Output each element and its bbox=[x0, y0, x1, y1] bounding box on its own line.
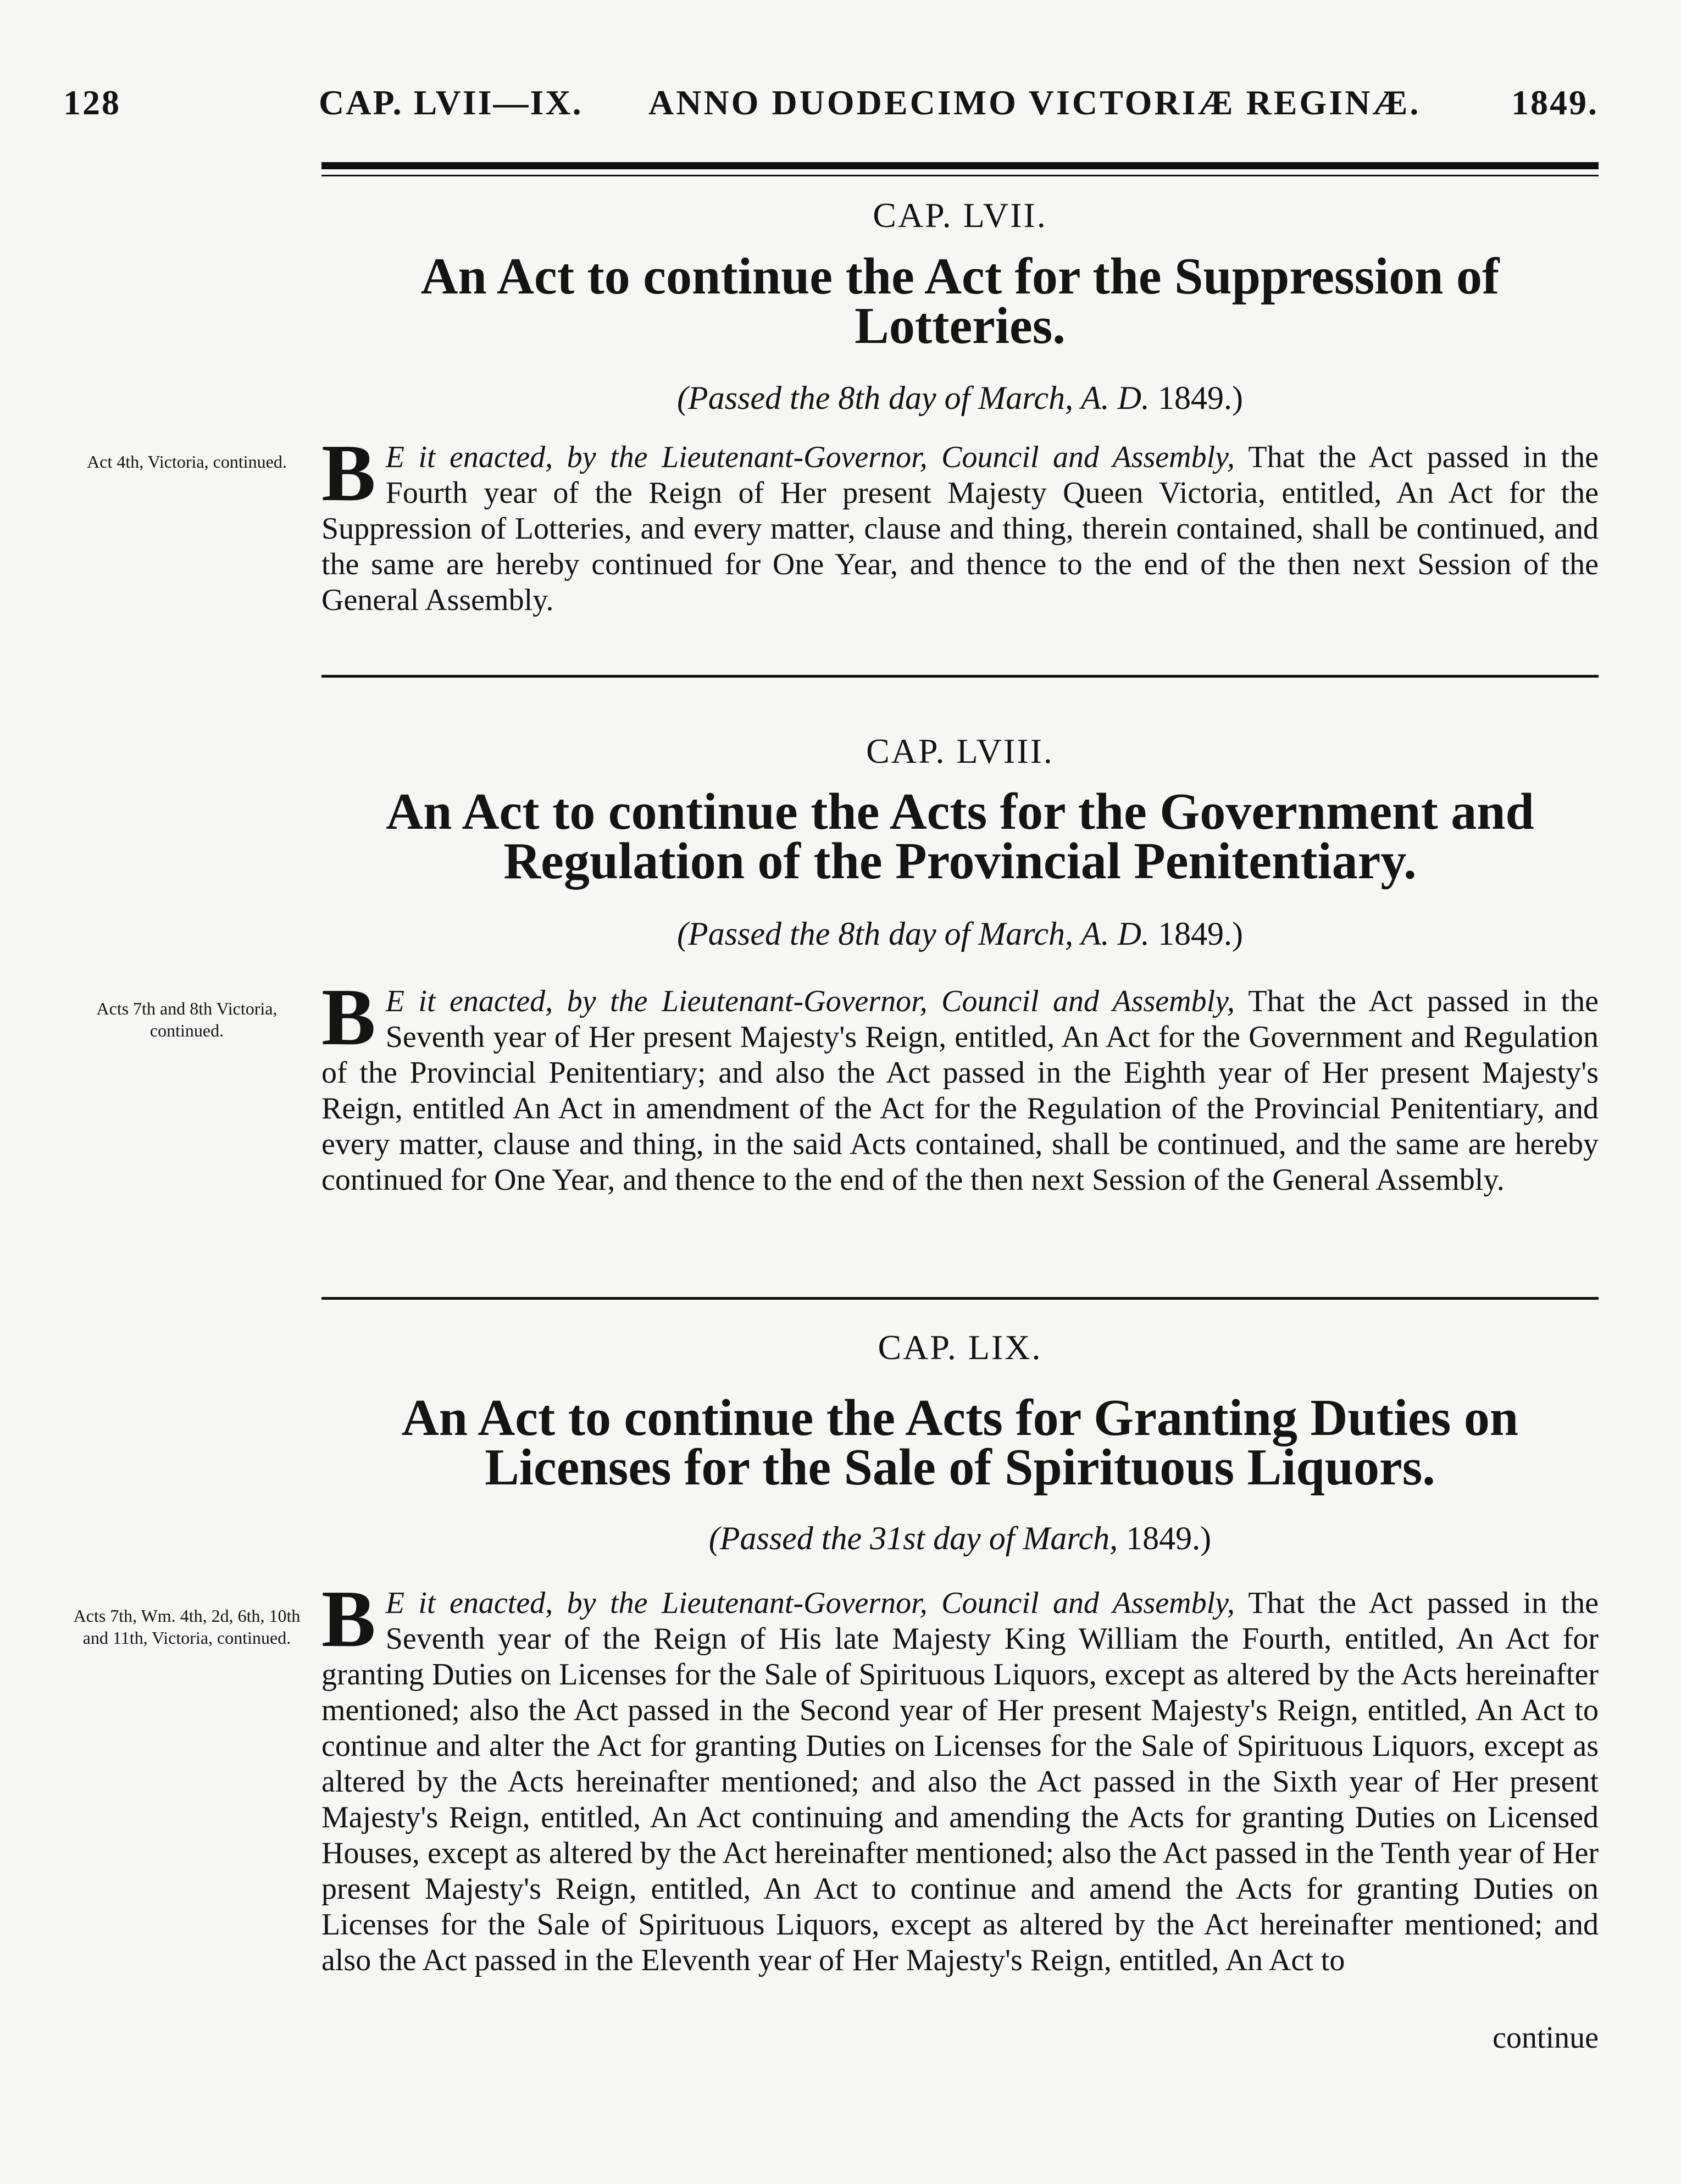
passed-year: 1849.) bbox=[1157, 380, 1243, 416]
chapter-heading: CAP. LVIII. bbox=[866, 731, 1054, 771]
enacting-clause: E it enacted, by the Lieutenant-Governor, Council and Assembly, bbox=[385, 440, 1235, 474]
enacting-clause: E it enacted, by the Lieutenant-Governor, Council and Assembly, bbox=[385, 984, 1235, 1018]
header-rule-thick bbox=[321, 162, 1599, 169]
act-title-line: An Act to continue the Acts for Granting Duties on bbox=[401, 1389, 1519, 1446]
running-head-chapters: CAP. LVII—IX. bbox=[319, 83, 583, 122]
act-title bbox=[321, 783, 1599, 890]
act-body bbox=[321, 428, 1599, 618]
act-text: That the Act passed in the Seventh year of Her present Majesty's Reign, entitled, An Act for the Government and Regulation of the Provincial Penitentiary; and also the Act passed in the Eighth year of Her present Majesty's Reign, entitled An Act in amendment of the Act for the Regulation of the Provincial Penitentiary, and every matter, clause and thing, in the said Acts contained, shall be continued, and the same are hereby continued for One Year, and thence to the end of the then next Session of the General Assembly. bbox=[321, 984, 1599, 1197]
passed-date-text: (Passed the 8th day of March, A. D. bbox=[677, 380, 1158, 416]
passed-date-text: (Passed the 8th day of March, A. D. bbox=[677, 916, 1158, 952]
act-title-line: An Act to continue the Acts for the Government and bbox=[386, 783, 1534, 840]
section-divider bbox=[321, 675, 1599, 678]
margin-note: Acts 7th and 8th Victoria, continued. bbox=[96, 999, 278, 1040]
enacting-clause: E it enacted, by the Lieutenant-Governor, Council and Assembly, bbox=[385, 1586, 1235, 1620]
drop-capital: B bbox=[321, 428, 376, 518]
page-number: 128 bbox=[63, 83, 121, 122]
passed-date bbox=[321, 1520, 1599, 1557]
chapter-heading: CAP. LIX. bbox=[878, 1328, 1042, 1367]
drop-capital: B bbox=[321, 972, 376, 1062]
act-title bbox=[321, 248, 1599, 354]
drop-capital: B bbox=[321, 1574, 376, 1664]
header-rule-thin bbox=[321, 175, 1599, 176]
act-text: That the Act passed in the Seventh year of the Reign of His late Majesty King William the Fourth, entitled, An Act for granting Duties on Licenses for the Sale of Spirituous Liquors, except as altered by the Acts hereinafter mentioned; also the Act passed in the Second year of Her present Majesty's Reign, entitled, An Act to continue and alter the Act for granting Duties on Licenses for the Sale of Spirituous Liquors, except as altered by the Acts hereinafter mentioned; and also the Act passed in the Sixth year of Her present Majesty's Reign, entitled, An Act continuing and amending the Acts for granting Duties on Licensed Houses, except as altered by the Act hereinafter mentioned; also the Act passed in the Tenth year of Her present Majesty's Reign, entitled, An Act to continue and amend the Acts for granting Duties on Licenses for the Sale of Spirituous Liquors, except as altered by the Act hereinafter mentioned; and also the Act passed in the Eleventh year of Her Majesty's Reign, entitled, An Act to bbox=[321, 1586, 1599, 1977]
running-head-year: 1849. bbox=[1511, 83, 1599, 122]
passed-date bbox=[321, 915, 1599, 953]
act-title-line: Licenses for the Sale of Spirituous Liquors. bbox=[485, 1439, 1435, 1496]
act-title bbox=[321, 1389, 1599, 1496]
act-body bbox=[321, 1574, 1599, 1978]
passed-year: 1849.) bbox=[1157, 916, 1243, 952]
passed-date-text: (Passed the 31st day of March, bbox=[708, 1520, 1127, 1556]
act-title-line: Lotteries. bbox=[855, 297, 1066, 354]
catchword: continue bbox=[1493, 2021, 1599, 2055]
passed-year: 1849.) bbox=[1126, 1520, 1212, 1556]
act-title-line: Regulation of the Provincial Penitentiary. bbox=[503, 833, 1417, 890]
passed-date bbox=[321, 379, 1599, 417]
act-text: That the Act passed in the Fourth year of the Reign of Her present Majesty Queen Victoria, entitled, An Act for the Suppression of Lotteries, and every matter, clause and thing, therein contained, shall be continued, and the same are hereby continued for One Year, and thence to the end of the then next Session of the General Assembly. bbox=[321, 440, 1599, 617]
act-title-line: An Act to continue the Act for the Suppression of bbox=[420, 248, 1500, 305]
chapter-heading: CAP. LVII. bbox=[873, 196, 1047, 235]
running-head-title: ANNO DUODECIMO VICTORIÆ REGINÆ. bbox=[648, 83, 1421, 122]
section-divider bbox=[321, 1297, 1599, 1300]
margin-note: Act 4th, Victoria, continued. bbox=[87, 452, 287, 472]
margin-note: Acts 7th, Wm. 4th, 2d, 6th, 10th and 11th, Victoria, continued. bbox=[73, 1606, 301, 1648]
act-body bbox=[321, 972, 1599, 1198]
